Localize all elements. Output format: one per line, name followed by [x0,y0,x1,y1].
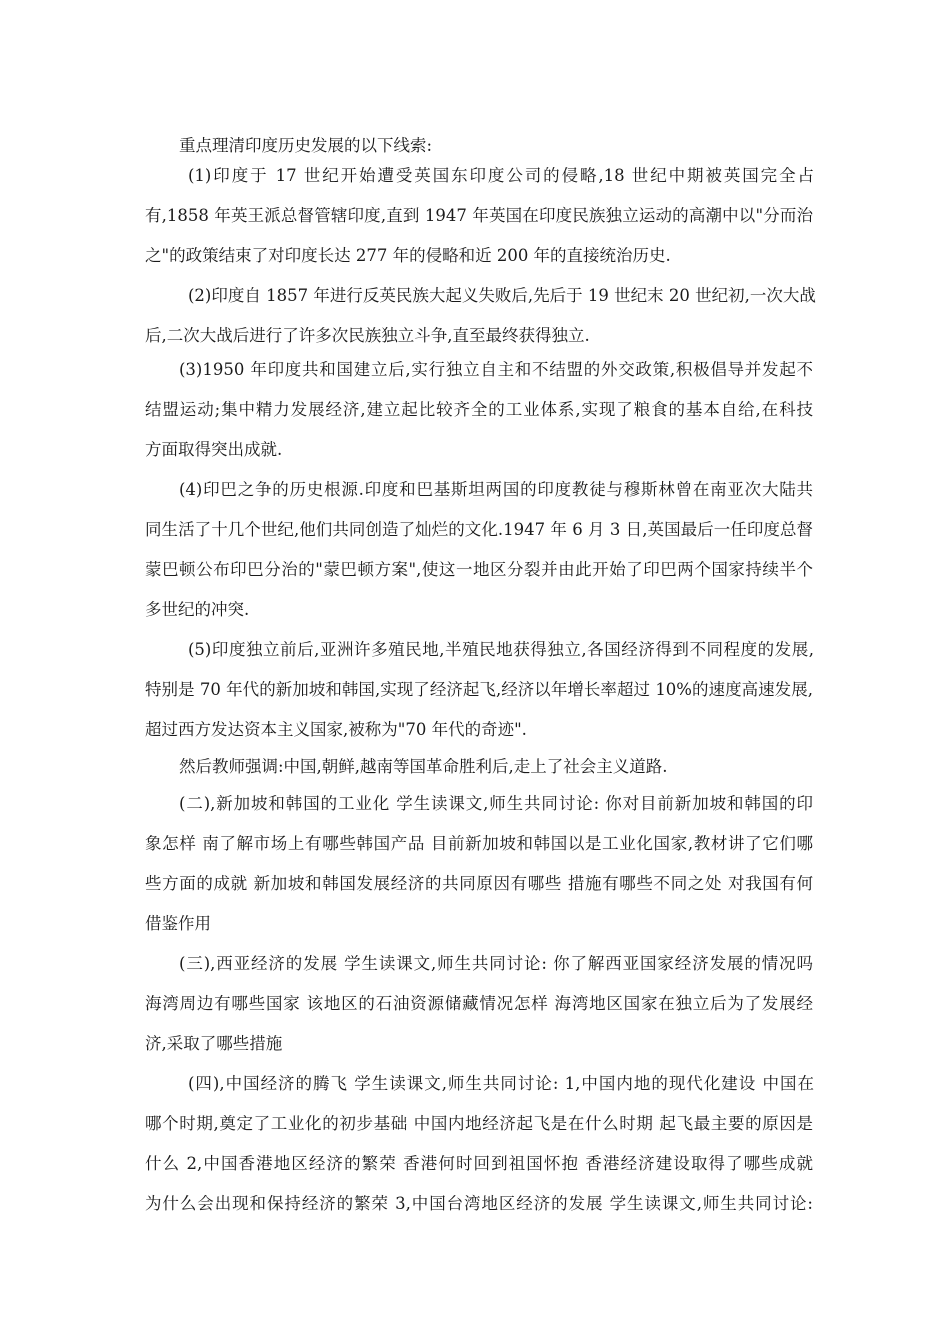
text-line: 多世纪的冲突. [145,600,250,619]
text-line: 为什么会出现和保持经济的繁荣 3,中国台湾地区经济的发展 学生读课文,师生共同讨论: [145,1194,813,1213]
text-line: 同生活了十几个世纪,他们共同创造了灿烂的文化.1947 年 6 月 3 日,英国最后一任印度总督 [145,520,813,539]
text-line: (4)印巴之争的历史根源.印度和巴基斯坦两国的印度教徒与穆斯林曾在南亚次大陆共 [179,480,813,499]
text-line: 特别是 70 年代的新加坡和韩国,实现了经济起飞,经济以年增长率超过 10%的速度高速发展, [145,680,813,699]
text-line: (3)1950 年印度共和国建立后,实行独立自主和不结盟的外交政策,积极倡导并发起不 [179,360,813,379]
text-line: 济,采取了哪些措施 [145,1034,283,1053]
text-line: 后,二次大战后进行了许多次民族独立斗争,直至最终获得独立. [145,326,590,345]
text-line: 象怎样 南了解市场上有哪些韩国产品 目前新加坡和韩国以是工业化国家,教材讲了它们哪 [145,834,813,853]
text-line: 超过西方发达资本主义国家,被称为"70 年代的奇迹". [145,720,527,739]
text-line: 蒙巴顿公布印巴分治的"蒙巴顿方案",使这一地区分裂并由此开始了印巴两个国家持续半个 [145,560,813,579]
text-line: 借鉴作用 [145,914,211,933]
text-line: 结盟运动;集中精力发展经济,建立起比较齐全的工业体系,实现了粮食的基本自给,在科技 [145,400,813,419]
text-line: (2)印度自 1857 年进行反英民族大起义失败后,先后于 19 世纪末 20 世纪初,一次大战 [188,286,816,305]
text-line: (二),新加坡和韩国的工业化 学生读课文,师生共同讨论: 你对目前新加坡和韩国的印 [179,794,813,813]
text-line: 之"的政策结束了对印度长达 277 年的侵略和近 200 年的直接统治历史. [145,246,671,265]
text-line: 哪个时期,奠定了工业化的初步基础 中国内地经济起飞是在什么时期 起飞最主要的原因是 [145,1114,813,1133]
text-line: (5)印度独立前后,亚洲许多殖民地,半殖民地获得独立,各国经济得到不同程度的发展, [188,640,814,659]
text-line: 些方面的成就 新加坡和韩国发展经济的共同原因有哪些 措施有哪些不同之处 对我国有何 [145,874,813,893]
text-line: (三),西亚经济的发展 学生读课文,师生共同讨论: 你了解西亚国家经济发展的情况吗 [179,954,813,973]
text-line: 有,1858 年英王派总督管辖印度,直到 1947 年英国在印度民族独立运动的高潮中以"分而治 [145,206,813,225]
text-line: 什么 2,中国香港地区经济的繁荣 香港何时回到祖国怀抱 香港经济建设取得了哪些成就 [145,1154,813,1173]
text-line: 方面取得突出成就. [145,440,283,459]
text-line: 海湾周边有哪些国家 该地区的石油资源储藏情况怎样 海湾地区国家在独立后为了发展经 [145,994,813,1013]
text-line: 重点理清印度历史发展的以下线索: [179,136,433,155]
text-line: 然后教师强调:中国,朝鲜,越南等国革命胜利后,走上了社会主义道路. [179,757,668,776]
text-line: (四),中国经济的腾飞 学生读课文,师生共同讨论: 1,中国内地的现代化建设 中国在 [188,1074,814,1093]
text-line: (1)印度于 17 世纪开始遭受英国东印度公司的侵略,18 世纪中期被英国完全占 [188,166,814,185]
